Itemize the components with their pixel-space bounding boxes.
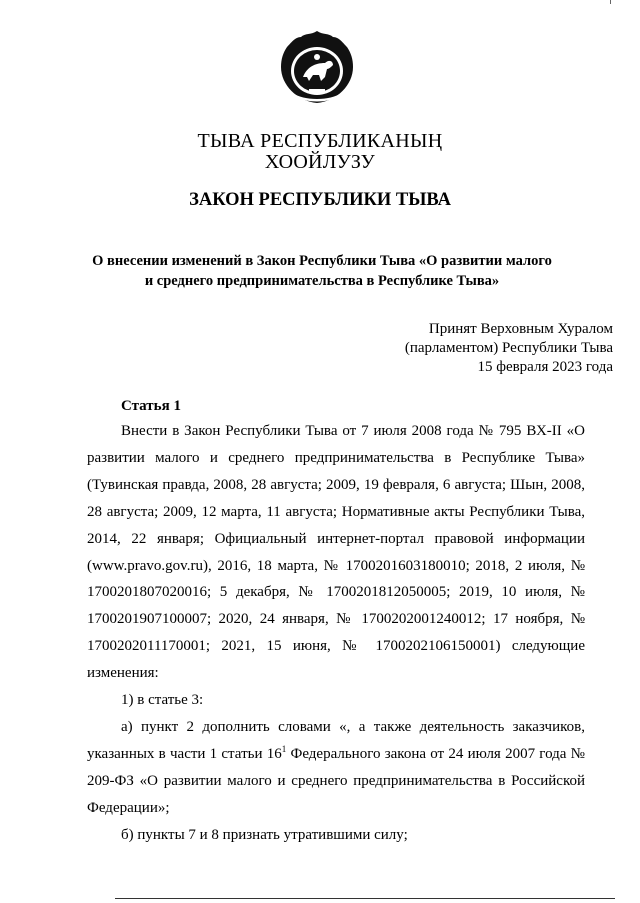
heading-tuvan-line2: ХООЙЛУЗУ — [264, 151, 376, 173]
amendment-item-a-text: а) пункт 2 дополнить словами «, а также деятельность заказчиков, указанных в части 1 статьи 16 — [87, 718, 585, 762]
article-body — [87, 418, 585, 849]
amendment-item-b: б) пункты 7 и 8 признать утратившими силу; — [121, 826, 408, 843]
bottom-scan-line — [115, 898, 615, 899]
adoption-line1: Принят Верховным Хуралом — [428, 321, 613, 337]
amendment-item-a-superscript: 1 — [281, 743, 287, 754]
adoption-line2: (парламентом) Республики Тыва — [404, 340, 613, 356]
heading-tuvan — [0, 131, 640, 173]
adoption-note — [405, 320, 613, 377]
amendment-item-1: 1) в статье 3: — [121, 692, 204, 709]
law-subject-line1: О внесении изменений в Закон Республики Тыва «О развитии малого — [92, 253, 552, 269]
republic-emblem-seal — [279, 29, 355, 109]
law-subject — [60, 251, 584, 291]
adoption-date: 15 февраля 2023 года — [477, 359, 613, 375]
article-intro-paragraph: Внести в Закон Республики Тыва от 7 июля 2008 года № 795 ВХ-II «О развитии малого и среднего предпринимательства в Республике Тыва» (Тувинская правда, 2008, 28 августа; 2009, 19 февраля, 6 августа; Шын, 2008, 28 августа; 2009, 12 марта, 11 августа; Нормативные акты Республики Тыва, 2014, 22 января; Официальный интернет-портал правовой информации (www.pravo.gov.ru), 2016, 18 марта, № 1700201603180010; 2018, 2 июля, № 1700201807020016; 5 декабря, № 1700201812050005; 2019, 10 июля, № 1700201907100007; 2020, 24 января, № 1700202001240012; 17 ноября, № 1700202011170001; 2021, 15 июня, № 1700202106150001) следующие изменения: — [87, 423, 585, 682]
law-title: ЗАКОН РЕСПУБЛИКИ ТЫВА — [189, 190, 451, 210]
law-subject-line2: и среднего предпринимательства в Республике Тыва» — [144, 273, 500, 289]
heading-tuvan-line1: ТЫВА РЕСПУБЛИКАНЫҢ — [197, 130, 443, 152]
article-heading: Статья 1 — [121, 398, 181, 414]
amendment-item-a-text-cont: Федерального закона от 24 июля 2007 года № 209-ФЗ «О развитии малого и среднего предпринимательства в Российской Федерации»; — [87, 745, 585, 816]
amendment-item-a — [87, 714, 585, 822]
top-scan-mark — [610, 0, 611, 4]
